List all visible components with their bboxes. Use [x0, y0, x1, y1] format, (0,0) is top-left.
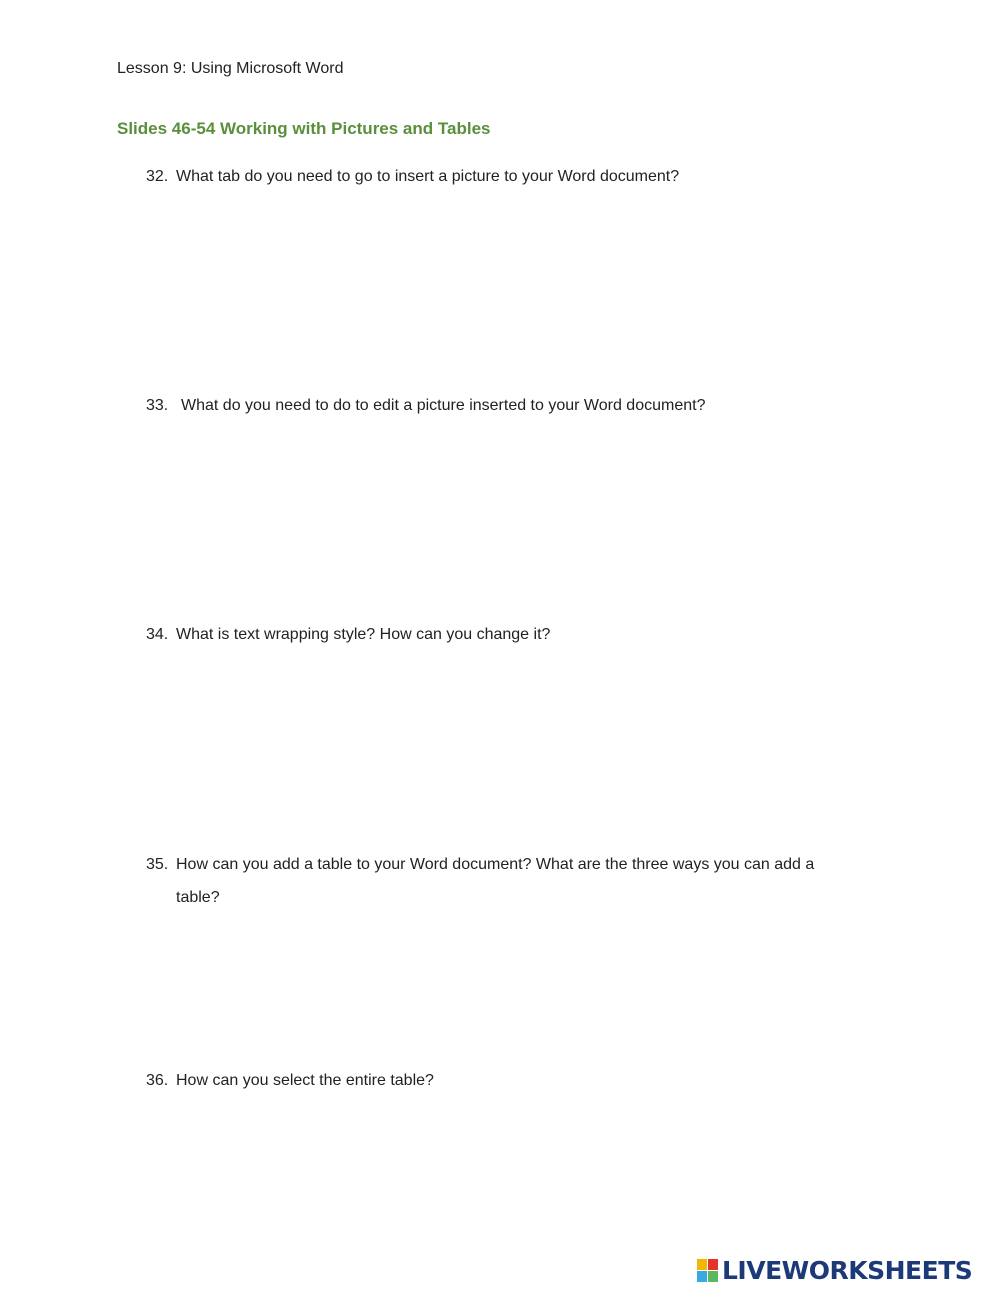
question-32 [146, 160, 866, 193]
liveworksheets-brand [697, 1258, 972, 1284]
question-text: How can you add a table to your Word document? What are the three ways you can add a table? [176, 856, 815, 906]
question-text: How can you select the entire table? [176, 1072, 434, 1089]
brand-name: LIVEWORKSHEETS [722, 1256, 973, 1285]
liveworksheets-logo-icon [697, 1259, 719, 1283]
question-number: 34. [146, 626, 169, 643]
question-text: What is text wrapping style? How can you change it? [176, 626, 551, 643]
lesson-header: Lesson 9: Using Microsoft Word [117, 60, 344, 77]
question-number: 35. [146, 856, 169, 873]
question-34 [146, 618, 866, 651]
question-text: What tab do you need to go to insert a picture to your Word document? [176, 168, 680, 185]
question-number: 33. [146, 397, 169, 414]
question-36 [146, 1064, 866, 1097]
question-number: 32. [146, 168, 169, 185]
question-text: What do you need to do to edit a picture inserted to your Word document? [181, 397, 706, 414]
section-title: Slides 46-54 Working with Pictures and Tables [117, 119, 491, 138]
question-number: 36. [146, 1072, 169, 1089]
question-33 [146, 389, 866, 422]
question-35 [146, 848, 866, 906]
